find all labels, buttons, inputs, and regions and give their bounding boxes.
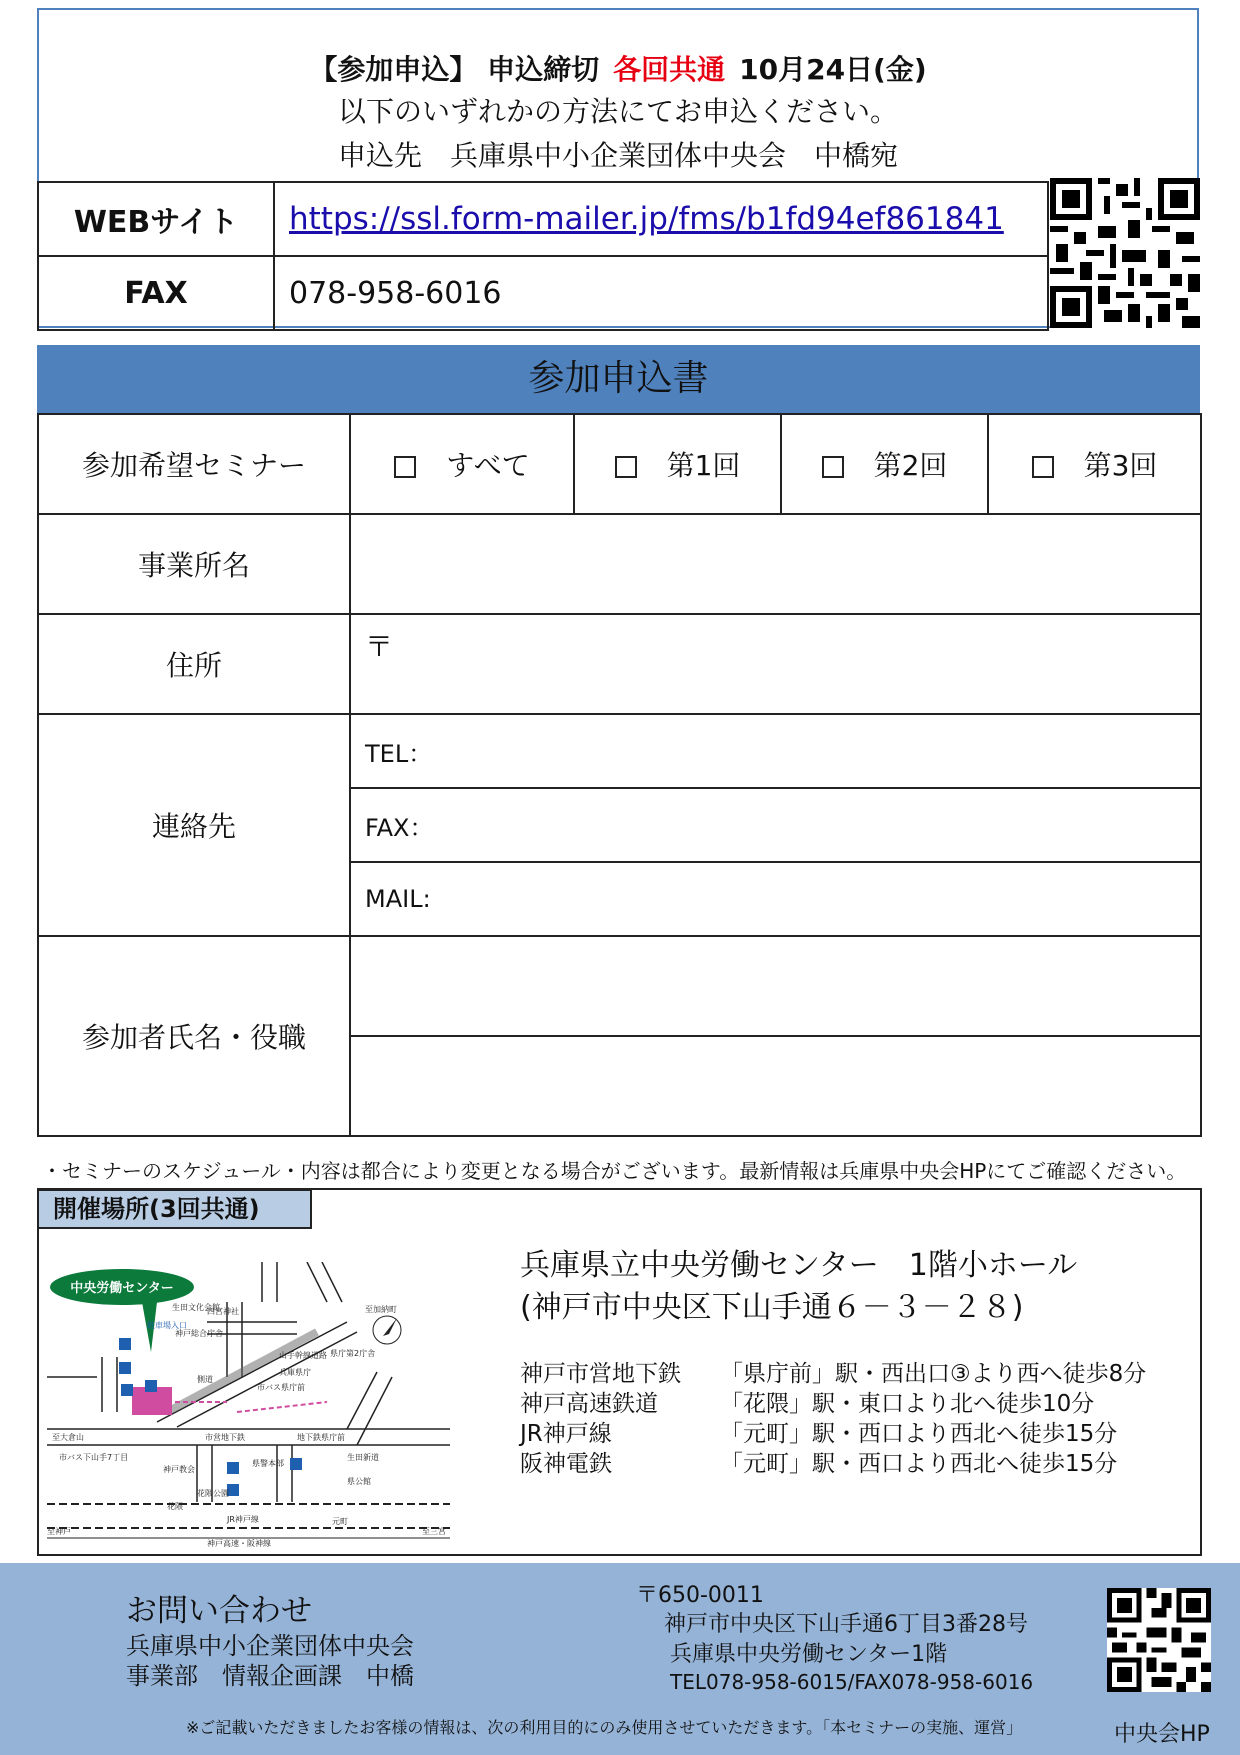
option-session1-checkbox[interactable] — [574, 414, 781, 514]
tel-input[interactable] — [350, 714, 1201, 788]
seminar-label: 参加希望セミナー — [38, 414, 350, 514]
fax-input[interactable] — [350, 788, 1201, 862]
deadline-date: 10月24日(金) — [739, 53, 927, 86]
checkbox-icon — [615, 456, 637, 478]
seminar-row — [38, 414, 1201, 514]
option-label: 第3回 — [1083, 449, 1158, 482]
venue-map — [47, 1262, 450, 1547]
footer-telfax: TEL078-958-6015/FAX078-958-6016 — [670, 1670, 1034, 1694]
map-label: 神戸高速・阪神線 — [207, 1539, 271, 1547]
fax-label: FAX — [38, 256, 274, 330]
tel-row — [38, 714, 1201, 788]
contact-method-table — [37, 181, 1049, 331]
mail-input[interactable] — [350, 862, 1201, 936]
mail-label: MAIL: — [365, 885, 431, 913]
application-label: 【参加申込】 — [309, 53, 478, 86]
option-label: 第2回 — [873, 449, 948, 482]
access-route: 「元町」駅・西口より西北へ徒歩15分 — [720, 1421, 1118, 1447]
access-route: 「花隈」駅・東口より北へ徒歩10分 — [720, 1391, 1095, 1417]
map-label: 四宮神社 — [207, 1307, 239, 1316]
map-label: 市バス下山手7丁目 — [59, 1453, 129, 1462]
map-label: 市バス県庁前 — [257, 1383, 305, 1392]
deadline-heading — [37, 48, 1199, 88]
postal-mark: 〒 — [365, 630, 394, 663]
instruction-text: 以下のいずれかの方法にてお申込ください。 — [337, 95, 898, 128]
map-label: 神戸教会 — [163, 1465, 195, 1474]
fax-row — [38, 256, 1048, 330]
office-label: 事業所名 — [38, 514, 350, 614]
access-line: 神戸高速鉄道 — [520, 1391, 658, 1417]
application-form-table — [37, 413, 1202, 1137]
fax-number: 078-958-6016 — [274, 256, 1048, 330]
checkbox-icon — [1032, 456, 1054, 478]
map-label: 至加納町 — [365, 1305, 397, 1314]
map-label: 地下鉄県庁前 — [297, 1433, 345, 1442]
form-title: 参加申込書 — [37, 345, 1200, 413]
map-label: 至神戸 — [47, 1527, 71, 1536]
map-label: 至三宮 — [422, 1527, 446, 1536]
option-label: すべて — [446, 449, 530, 482]
footer-address-1: 神戸市中央区下山手通6丁目3番28号 — [664, 1612, 1028, 1637]
map-label: 生田文化会館 — [172, 1303, 220, 1312]
web-label: WEBサイト — [38, 182, 274, 256]
inquiry-title: お問い合わせ — [126, 1593, 312, 1629]
address-label: 住所 — [38, 614, 350, 714]
address-input[interactable] — [350, 614, 1201, 714]
option-label: 第1回 — [666, 449, 741, 482]
map-label: 県庁第2庁舎 — [330, 1349, 376, 1358]
address-row — [38, 614, 1201, 714]
map-label: 県公館 — [347, 1477, 371, 1486]
access-route: 「元町」駅・西口より西北へ徒歩15分 — [720, 1451, 1118, 1477]
access-line: 神戸市営地下鉄 — [520, 1361, 681, 1387]
map-label: 花隈公園 — [197, 1489, 229, 1498]
web-url-link[interactable]: https://ssl.form-mailer.jp/fms/b1fd94ef861841 — [289, 201, 1004, 237]
common-label: 各回共通 — [613, 53, 726, 86]
homepage-qr-label: 中央会HP — [1114, 1722, 1210, 1747]
map-label: 側道 — [197, 1375, 213, 1384]
homepage-qr-code-icon[interactable] — [1107, 1588, 1211, 1692]
postal-code: 〒650-0011 — [636, 1583, 764, 1608]
web-row — [38, 182, 1048, 256]
contact-label: 連絡先 — [38, 714, 350, 936]
access-row — [520, 1415, 1117, 1448]
option-session3-checkbox[interactable] — [988, 414, 1201, 514]
web-cell — [274, 182, 1048, 256]
privacy-note: ※ご記載いただきましたお客様の情報は、次の利用目的にのみ使用させていただきます。「本セミナーの実施、運営」 — [186, 1718, 1023, 1737]
office-row — [38, 514, 1201, 614]
map-label: 兵庫県庁 — [279, 1368, 311, 1377]
map-label: 神戸総合庁舎 — [175, 1329, 223, 1338]
schedule-note: ・セミナーのスケジュール・内容は都合により変更となる場合がございます。最新情報は兵庫県中央会HPにてご確認ください。 — [42, 1159, 1187, 1183]
map-center-label: 中央労働センター — [70, 1281, 174, 1296]
participant-input-1[interactable] — [350, 936, 1201, 1036]
checkbox-icon — [394, 456, 416, 478]
access-row — [520, 1355, 1146, 1388]
office-input[interactable] — [350, 514, 1201, 614]
web-qr-code-icon[interactable] — [1050, 178, 1200, 328]
access-line: 阪神電鉄 — [520, 1451, 612, 1477]
map-label: 元町 — [332, 1517, 348, 1526]
venue-tab: 開催場所(3回共通) — [37, 1189, 312, 1229]
inquiry-org: 兵庫県中小企業団体中央会 — [126, 1632, 414, 1660]
access-route: 「県庁前」駅・西出口③より西へ徒歩8分 — [720, 1361, 1147, 1387]
map-label: 山手幹線道路 — [279, 1351, 327, 1360]
map-label: 市営地下鉄 — [205, 1433, 245, 1442]
map-label: 生田新道 — [347, 1453, 379, 1462]
map-label: 至大倉山 — [52, 1433, 84, 1442]
tel-label: TEL： — [365, 739, 433, 768]
deadline-label: 申込締切 — [487, 53, 600, 86]
fax-input-label: FAX： — [365, 813, 434, 842]
option-all-checkbox[interactable] — [350, 414, 574, 514]
participant-input-2[interactable] — [350, 1036, 1201, 1136]
participant-label: 参加者氏名・役職 — [38, 936, 350, 1136]
addressee-text: 申込先 兵庫県中小企業団体中央会 中橋宛 — [337, 139, 898, 172]
map-label: 駐車場入口 — [147, 1321, 187, 1330]
map-label: JR神戸線 — [227, 1515, 259, 1524]
access-line: JR神戸線 — [520, 1421, 612, 1447]
footer-address-2: 兵庫県中央労働センター1階 — [670, 1642, 948, 1667]
map-label: 県警本部 — [252, 1459, 284, 1468]
option-session2-checkbox[interactable] — [781, 414, 988, 514]
venue-name: 兵庫県立中央労働センター 1階小ホール — [520, 1248, 1078, 1283]
access-row — [520, 1385, 1094, 1418]
inquiry-dept: 事業部 情報企画課 中橋 — [126, 1662, 414, 1690]
participant-row-1 — [38, 936, 1201, 1036]
checkbox-icon — [822, 456, 844, 478]
access-row — [520, 1445, 1117, 1478]
venue-address: (神戸市中央区下山手通６－３－２８) — [520, 1290, 1024, 1325]
map-label: 花隈 — [167, 1502, 183, 1511]
